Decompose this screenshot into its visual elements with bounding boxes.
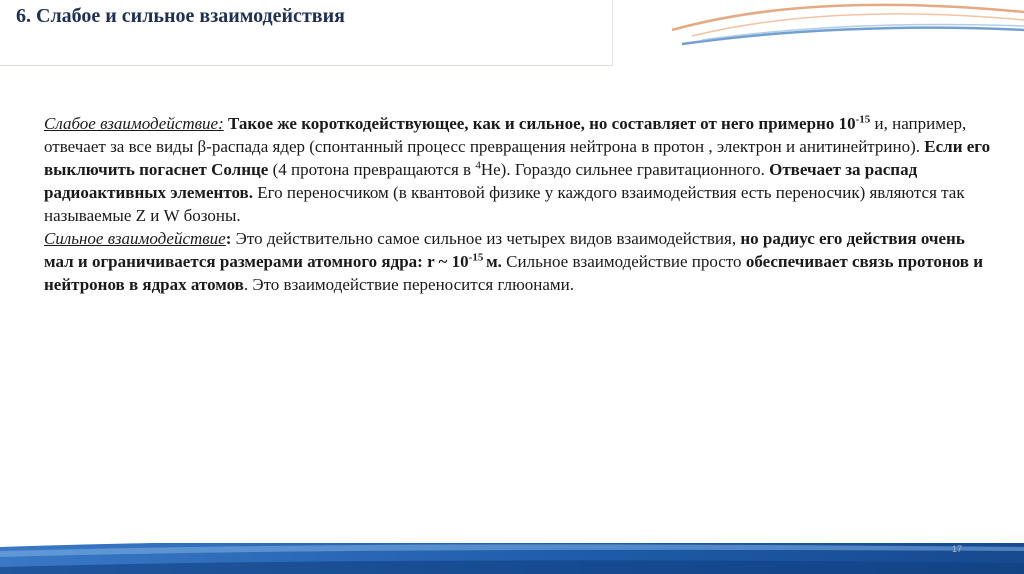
strong-paragraph (44, 227, 994, 296)
weak-text-4: (4 протона превращаются в (268, 160, 476, 179)
page-number: 17 (952, 544, 963, 554)
strong-text-6: . Это взаимодействие переносится глюонами. (243, 275, 575, 294)
weak-text-2: и, например, отвечает за все виды β-распада ядер (спонтанный процесс превращения нейтрона в протон , электрон и анитинейтрино). (44, 114, 967, 156)
strong-colon: : (225, 229, 232, 248)
weak-text-7: Его переносчиком (в квантовой физике у каждого взаимодействия есть переносчик) являются так называемые Z и W бозоны. (44, 183, 965, 225)
weak-text-6: Отвечает за распад радиоактивных элементов. (44, 160, 918, 202)
strong-text-3: м. (486, 252, 502, 271)
weak-text-5: He). Гораздо сильнее гравитационного. (480, 160, 770, 179)
strong-text-1: Это действительно самое сильное из четырех видов взаимодействия, (231, 229, 741, 248)
weak-exponent-2: 4 (475, 159, 481, 172)
strong-text-4: Сильное взаимодействие просто (501, 252, 746, 271)
slide-title: 6. Слабое и сильное взаимодействия (16, 5, 345, 27)
weak-exponent-1: -15 (855, 113, 871, 126)
weak-heading: Слабое взаимодействие: (44, 114, 224, 133)
weak-text-3: Если его выключить погаснет Солнце (44, 137, 991, 179)
strong-text-2: но радиус его действия очень мал и ограничивается размерами атомного ядра: r ~ 10 (44, 229, 965, 271)
strong-exponent-1: -15 (468, 251, 487, 264)
wave-blue-2 (702, 25, 1024, 40)
weak-paragraph (44, 112, 994, 227)
strong-text-5: обеспечивает связь протонов и нейтронов в ядрах атомов (44, 252, 984, 294)
weak-text-1: Такое же короткодействующее, как и сильное, но составляет от него примерно 10 (223, 114, 856, 133)
decorative-waves (612, 0, 1024, 66)
title-divider (0, 65, 612, 66)
body-text (44, 112, 994, 296)
footer-band (0, 537, 1024, 574)
strong-heading: Сильное взаимодействие (44, 229, 226, 248)
